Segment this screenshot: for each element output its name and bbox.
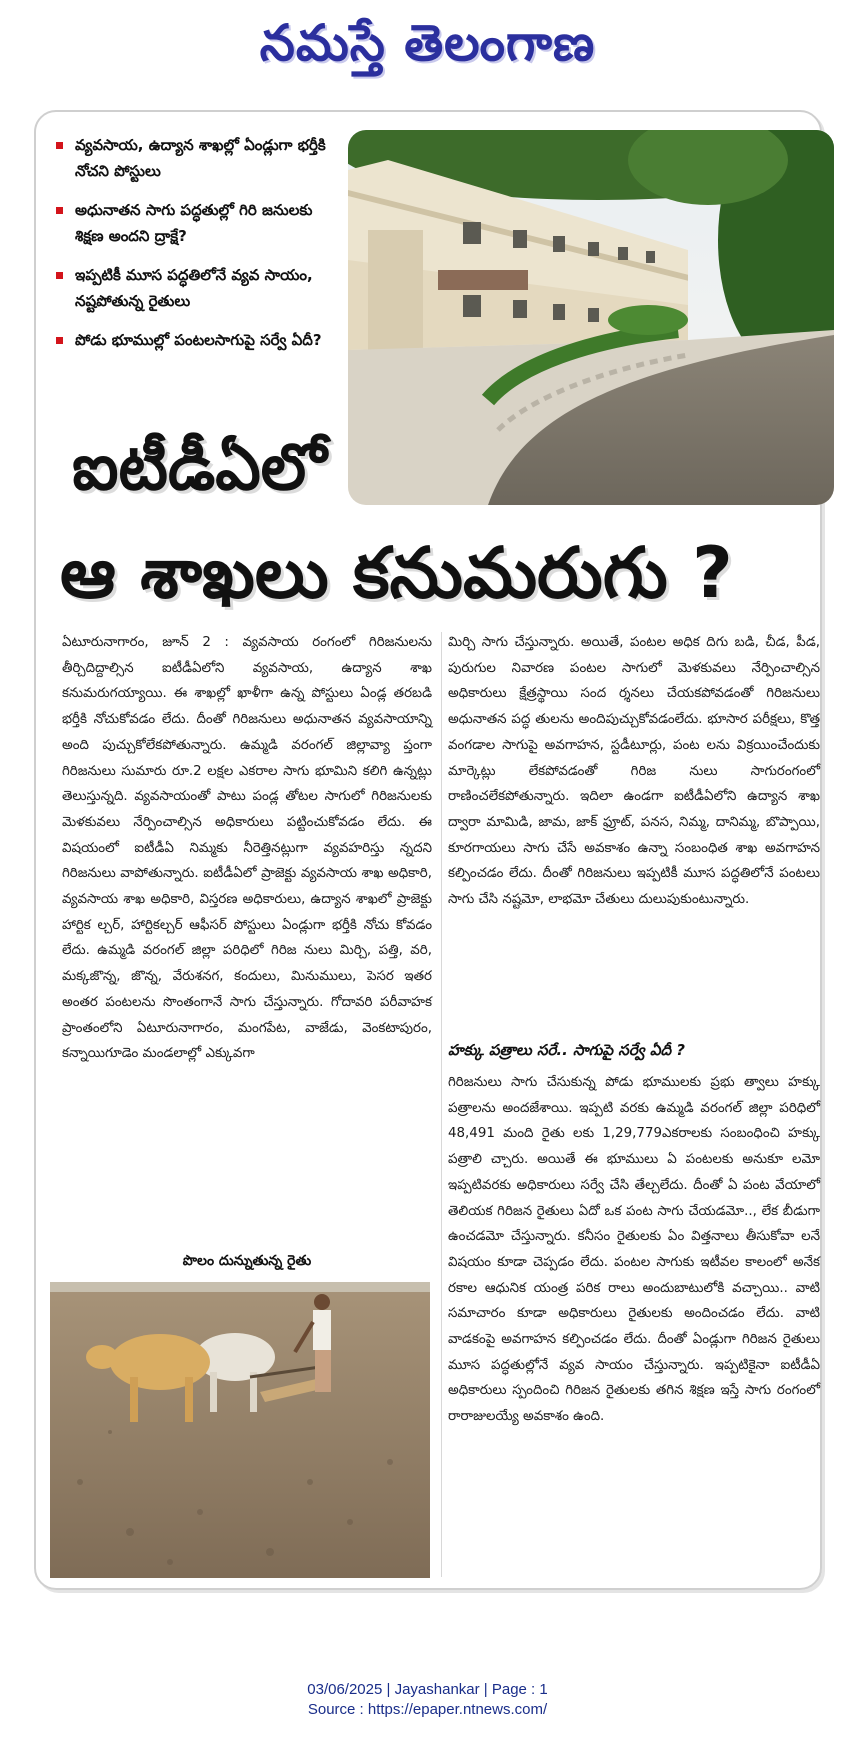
photo-caption: పొలం దున్నుతున్న రైతు [182, 1253, 312, 1269]
highlight-text: ఇప్పటికీ మూస పద్ధతిలోనే వ్యవ సాయం, నష్టపోతున్న రైతులు [75, 266, 313, 310]
headline-line-2: ఆ శాఖలు కనుమరుగు ? [60, 532, 733, 614]
highlight-item [52, 197, 342, 249]
highlight-item [52, 132, 342, 184]
bullet-square-icon [56, 207, 63, 214]
bullet-square-icon [56, 142, 63, 149]
highlight-item [52, 262, 342, 314]
highlight-text: పోడు భూముల్లో పంటలసాగుపై సర్వే ఏదీ? [75, 331, 322, 349]
highlight-text: అధునాతన సాగు పద్ధతుల్లో గిరి జనులకు శిక్షణ అందని ద్రాక్షే? [75, 201, 313, 245]
article-column-2-continued: గిరిజనులు సాగు చేసుకున్న పోడు భూములకు ప్రభు త్వాలు హక్కు పత్రాలను అందజేశాయి. ఇప్పటి వరకు ఉమ్మడి వరంగల్ జిల్లా పరిధిలో 48,491 మంది రైతు లకు 1,29,779ఎకరాలకు సంబంధించి హక్కు పత్రాలి చ్చారు. అయితే ఈ భూములు ఏ పంటలకు అనుకూ లమో ఇప్పటివరకు అధికారులు సర్వే చేసి తేల్చలేదు. దీంతో ఏ పంట వేయాలో తెలియక గిరిజన రైతులు ఏదో ఒక పంట సాగు చేయడమో.., లేక బీడుగా ఉంచడమో చేస్తున్నారు. కనీసం రైతులకు ఏం విత్తనాలు తీసుకోవా లనే విషయం కూడా చెప్పడం లేదు. పంటల సాగుకు ఇటీవల కాలంలో అనేక రకాల ఆధునిక యంత్ర పరిక రాలు అందుబాటులోకి వచ్చాయి.. వాటి సమాచారం కూడా అధికారులు రైతులకు అందించడం లేదు. వాటి వాడకంపై అవగాహన కల్పించడం లేదు. దీంతో ఏండ్లుగా గిరిజన రైతులు మూస పద్ధతుల్లోనే వ్యవ సాయం చేస్తున్నారు. ఇప్పటికైనా ఐటీడీఏ అధికారులు స్పందించి గిరిజన రైతులకు తగిన శిక్షణ ఇస్తే సాగు రంగంలో రారాజులయ్యే అవకాశం ఉంది. [448, 1075, 820, 1425]
footer-date-page: 03/06/2025 | Jayashankar | Page : 1 [307, 1681, 548, 1698]
bullet-square-icon [56, 337, 63, 344]
farmer-ploughing-photo [50, 1282, 430, 1578]
article-subheading: హక్కు పత్రాలు సరే.. సాగుపై సర్వే ఏదీ ? [448, 1041, 685, 1059]
bullet-square-icon [56, 272, 63, 279]
masthead-title: నమస్తే తెలంగాణ [259, 14, 596, 72]
article-column-2: మిర్చి సాగు చేస్తున్నారు. అయితే, పంటల అధిక దిగు బడి, చీడ, పీడ, పురుగుల నివారణ పంటల సాగులో మెళకువలు నేర్పించాల్సిన అధికారులు క్షేత్రస్థాయి సంద ర్శనలు చేయకపోవడంతో గిరిజనులు అధునాతన పద్ధ తులను అందిపుచ్చుకోవడంలేదు. భూసార పరీక్షలు, కొత్త వంగడాల సాగుపై అవగాహన, స్టడీటూర్లు, పంట లను విక్రయించేందుకు మార్కెట్లు లేకపోవడంతో గిరిజ నులు సాగురంగంలో రాణించలేకపోతున్నారు. ఇదిలా ఉండగా ఐటీడీఏలోని ఉద్యాన శాఖ ద్వారా మామిడి, జామ, జాక్ ఫ్రూట్, పనస, నిమ్మ, దానిమ్మ, బొప్పాయి, కూరగాయలు సాగు చేసే అవకాశం ఉన్నా సంబంధిత శాఖ అవగాహన కల్పించడం లేదు. దీంతో గిరిజనులు ఇప్పటికీ మూస పద్ధతిలోనే పంటలు సాగు చేసి నష్టమో, లాభమో చేతులు దులుపుకుంటున్నారు. [448, 635, 820, 908]
highlight-item [52, 327, 342, 353]
highlight-text: వ్యవసాయ, ఉద్యాన శాఖల్లో ఏండ్లుగా భర్తీకి నోచని పోస్టులు [75, 136, 326, 180]
highlights-list [52, 132, 342, 366]
building-photo [348, 130, 834, 505]
footer-source: Source : https://epaper.ntnews.com/ [307, 1701, 548, 1718]
article-column-1: ఏటూరునాగారం, జూన్ 2 : వ్యవసాయ రంగంలో గిరిజనులను తీర్చిదిద్దాల్సిన ఐటీడీఏలోని వ్యవసాయ, ఉద్యాన శాఖ కనుమరుగయ్యాయి. ఈ శాఖల్లో ఖాళీగా ఉన్న పోస్టులు ఏండ్ల తరబడి భర్తీకి నోచుకోవడం లేదు. దీంతో గిరిజనులు అధునాతన వ్యవసాయాన్ని అంది పుచ్చుకోలేకపోతున్నారు. ఉమ్మడి వరంగల్ జిల్లావ్యా ప్తంగా గిరిజనులు సుమారు రూ.2 లక్షల ఎకరాల సాగు భూమిని కలిగి ఉన్నట్లు తెలుస్తున్నది. వ్యవసాయంతో పాటు పండ్ల తోటల సాగులో గిరిజనులకు మెళకువలు నేర్పించాల్సిన అధికారులు పట్టించుకోవడం లేదు. ఈ విషయంలో ఐటీడీఏ నిమ్మకు నీరెత్తినట్లుగా వ్యవహరిస్తు న్నదని గిరిజనులు వాపోతున్నారు. ఐటీడీఏలో ప్రాజెక్టు వ్యవసాయ శాఖ అధికారి, వ్యవసాయ శాఖ అధికారి, విస్తరణ అధికారులు, ఉద్యాన శాఖలో ప్రాజెక్టు హార్టిక ల్చర్, హార్టికల్చర్ ఆఫీసర్ పోస్టులు ఏండ్లుగా భర్తీకి నోచు కోవడం లేదు. ఉమ్మడి వరంగల్ జిల్లా పరిధిలో గిరిజ నులు మిర్చి, పత్తి, వరి, మక్కజొన్న, జొన్న, వేరుశనగ, కందులు, మినుములు, పెసర ఇతర అంతర పంటలను సొంతంగానే సాగు చేస్తున్నారు. గోదావరి పరీవాహక ప్రాంతంలోని ఏటూరునాగారం, మంగపేట, వాజేడు, వెంకటాపురం, కన్నాయిగూడెం మండలాల్లో ఎక్కువగా [62, 635, 432, 1062]
headline-line-1: ఐటీడీఏలో [60, 428, 339, 508]
column-divider [441, 632, 442, 1577]
